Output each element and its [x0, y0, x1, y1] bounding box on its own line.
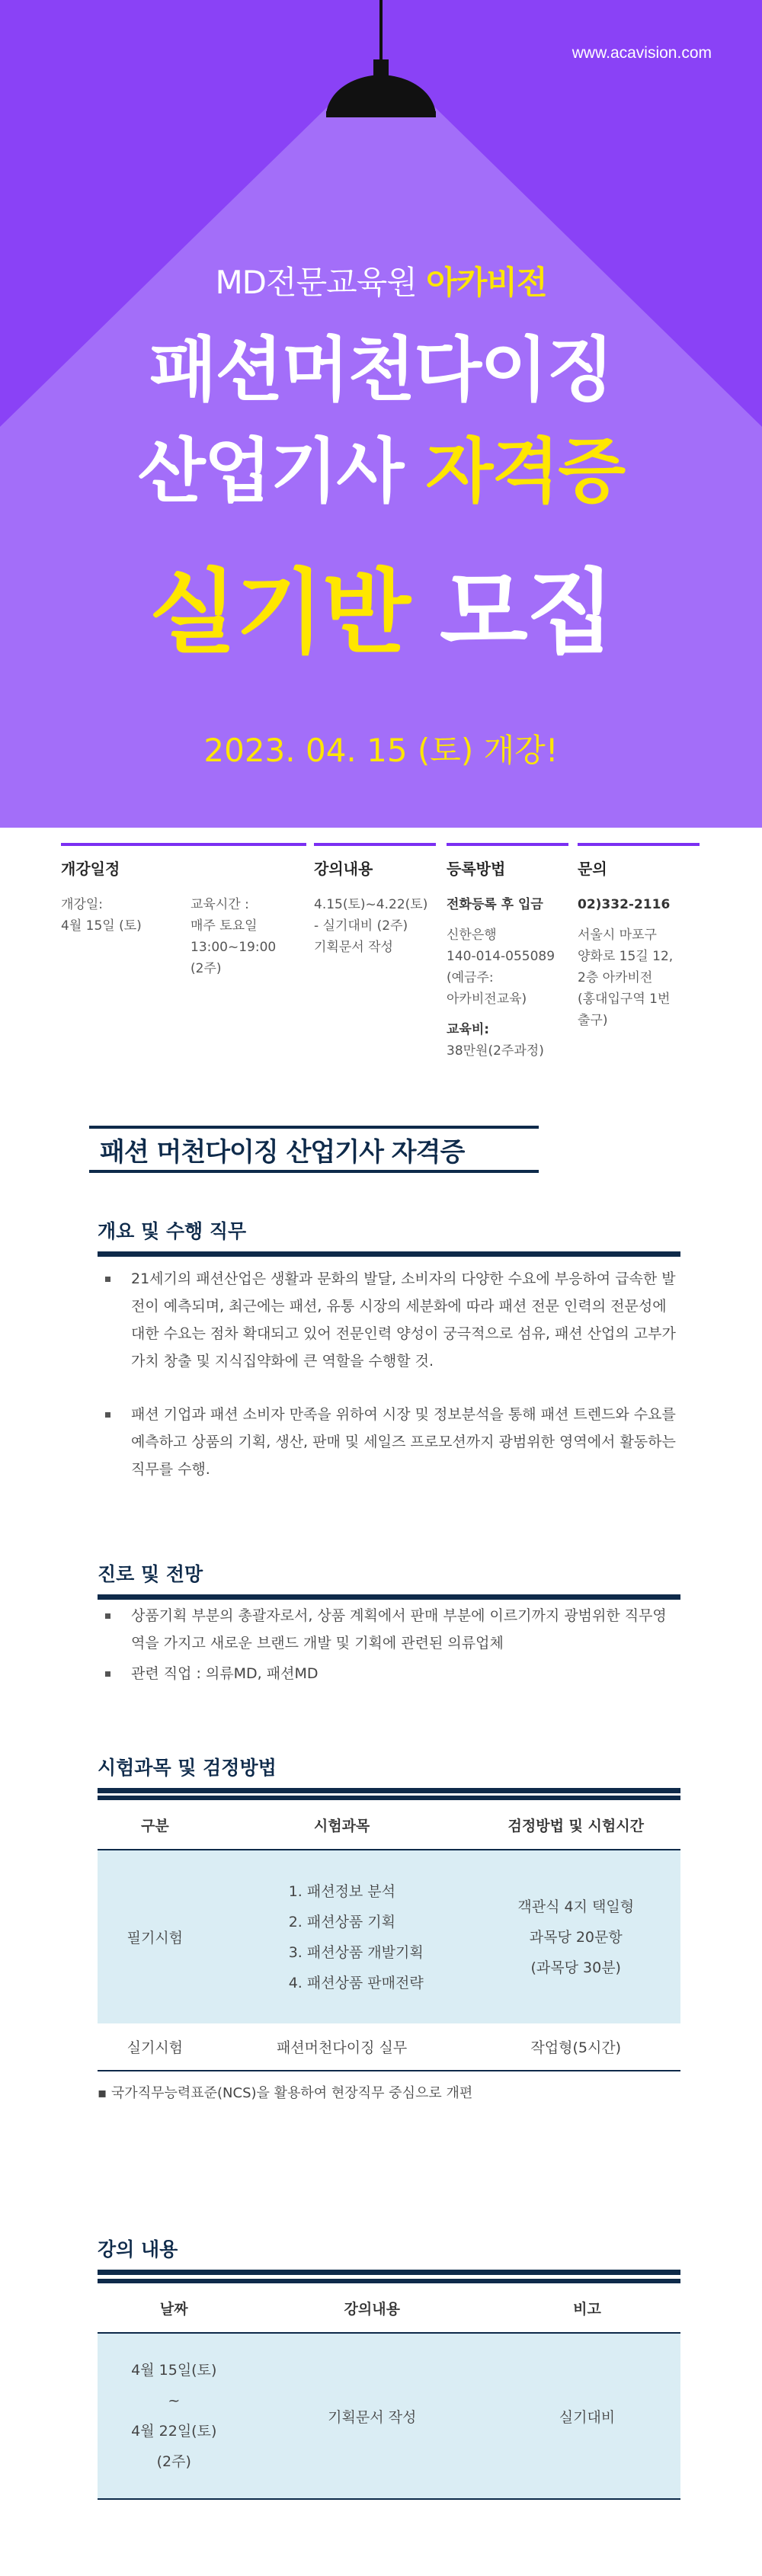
practical-type: 실기시험 — [126, 2039, 184, 2056]
start-label: 개강일: — [61, 897, 103, 912]
lecture-col-content: 강의내용 — [251, 2281, 494, 2333]
time-line: 매주 토요일 — [190, 918, 258, 934]
address-line: 양화로 15길 12, — [578, 949, 674, 964]
title-line-2 — [0, 415, 762, 516]
subject-item: 4. 패션상품 판매전략 — [288, 1974, 424, 1991]
content-heading: 강의내용 — [314, 860, 373, 878]
address-line: 2층 아카비전 — [578, 970, 653, 985]
career-heading: 진로 및 전망 — [98, 1559, 680, 1600]
schedule-heading: 개강일정 — [61, 860, 120, 878]
method-line: 객관식 4지 택일형 — [517, 1898, 635, 1915]
lecture-content: 기획문서 작성 — [251, 2333, 494, 2499]
contact-heading: 문의 — [578, 860, 607, 878]
hero-subtitle — [0, 258, 762, 303]
exam-col-subject: 시험과목 — [213, 1798, 472, 1850]
contact-phone[interactable]: 02)332-2116 — [578, 897, 671, 912]
subtitle-brand: 아카비전 — [426, 264, 547, 301]
bank-line: 140-014-055089 — [447, 949, 555, 964]
date-line: 4월 15일(토) — [131, 2362, 217, 2379]
lamp-cap — [373, 59, 389, 76]
title-line-3 — [0, 540, 762, 671]
lamp-rim — [326, 111, 436, 117]
column-divider — [447, 843, 568, 846]
address-line: 출구) — [578, 1013, 608, 1028]
table-row — [98, 2333, 680, 2499]
exam-table — [98, 1796, 680, 2071]
table-row — [98, 1850, 680, 2023]
main-section-title: 패션 머천다이징 산업기사 자격증 — [89, 1126, 539, 1173]
content-line: 기획문서 작성 — [314, 940, 393, 955]
exam-col-method: 검정방법 및 시험시간 — [471, 1798, 680, 1850]
title-line-1: 패션머천다이징 — [149, 329, 613, 411]
title-line-3a: 실기반 — [149, 560, 410, 666]
title-line-2a: 산업기사 — [137, 431, 403, 512]
fee-value: 38만원(2주과정) — [447, 1043, 544, 1059]
address-line: 서울시 마포구 — [578, 928, 657, 943]
fee-label: 교육비: — [447, 1022, 490, 1037]
date-line: ~ — [168, 2392, 181, 2409]
column-divider — [578, 843, 700, 846]
practical-subject: 패션머천다이징 실무 — [276, 2039, 408, 2056]
time-label: 교육시간 : — [190, 897, 249, 912]
content-line: - 실기대비 (2주) — [314, 918, 408, 934]
exam-col-type: 구분 — [98, 1798, 213, 1850]
registration-heading: 등록방법 — [447, 860, 506, 878]
table-row — [98, 2023, 680, 2071]
written-type: 필기시험 — [98, 1850, 213, 2023]
exam-heading: 시험과목 및 검정방법 — [98, 1753, 680, 1793]
title-line-2b: 자격증 — [425, 431, 625, 512]
registration-method: 전화등록 후 입금 — [447, 897, 543, 912]
list-item: 관련 직업 : 의류MD, 패션MD — [101, 1660, 680, 1687]
overview-list — [101, 1265, 680, 1509]
list-item: 21세기의 패션산업은 생활과 문화의 발달, 소비자의 다양한 수요에 부응하여 급속한 발전이 예측되며, 최근에는 패션, 유통 시장의 세분화에 따라 패션 전문 인력의 전문성에 대한 수요는 점차 확대되고 있어 전문인력 양성이 궁극적으로 섬유, 패션 산업의 고부가 가치 창출 및 지식집약화에 큰 역할을 수행할 것. — [101, 1265, 680, 1375]
career-list — [101, 1602, 680, 1690]
content-column — [314, 843, 436, 958]
column-divider — [61, 843, 306, 846]
lecture-col-date: 날짜 — [98, 2281, 251, 2333]
overview-heading: 개요 및 수행 직무 — [98, 1216, 680, 1257]
info-strip — [0, 843, 762, 1072]
address-line: (홍대입구역 1번 — [578, 992, 671, 1007]
registration-column — [447, 843, 568, 1062]
practical-method: 작업형(5시간) — [530, 2039, 622, 2056]
method-line: 과목당 20문항 — [529, 1928, 623, 1946]
content-line: 4.15(토)~4.22(토) — [314, 897, 428, 912]
date-line: (2주) — [156, 2453, 191, 2470]
bank-line: 신한은행 — [447, 928, 497, 943]
bank-line: (예금주: — [447, 970, 494, 985]
start-value: 4월 15일 (토) — [61, 918, 142, 934]
lamp-shade-icon — [326, 75, 436, 114]
lecture-col-remark: 비고 — [494, 2281, 680, 2333]
site-url[interactable]: www.acavision.com — [572, 44, 712, 62]
hero-banner — [0, 0, 762, 828]
list-item: 패션 기업과 패션 소비자 만족을 위하여 시장 및 정보분석을 통해 패션 트렌드와 수요를 예측하고 상품의 기획, 생산, 판매 및 세일즈 프로모션까지 광범위한 영역에서 활동하는 직무를 수행. — [101, 1401, 680, 1483]
time-line: (2주) — [190, 961, 222, 976]
opening-date: 2023. 04. 15 (토) 개강! — [203, 732, 559, 769]
column-divider — [314, 843, 436, 846]
subject-item: 3. 패션상품 개발기획 — [288, 1943, 424, 1961]
title-line-3b: 모집 — [439, 560, 613, 666]
exam-note: ▪ 국가직무능력표준(NCS)을 활용하여 현장직무 중심으로 개편 — [98, 2085, 473, 2101]
subtitle-prefix: MD전문교육원 — [215, 264, 417, 301]
method-line: (과목당 30분) — [530, 1959, 621, 1976]
schedule-column — [61, 843, 306, 1016]
time-line: 13:00~19:00 — [190, 940, 277, 955]
bank-line: 아카비전교육) — [447, 992, 527, 1007]
contact-column — [578, 843, 700, 1031]
subject-item: 2. 패션상품 기획 — [288, 1913, 396, 1930]
lecture-remark: 실기대비 — [494, 2333, 680, 2499]
lecture-heading: 강의 내용 — [98, 2235, 680, 2275]
lecture-table — [98, 2279, 680, 2500]
date-line: 4월 22일(토) — [131, 2423, 217, 2440]
list-item: 상품기획 부분의 총괄자로서, 상품 계획에서 판매 부분에 이르기까지 광범위한 직무영역을 가지고 새로운 브랜드 개발 및 기획에 관련된 의류업체 — [101, 1602, 680, 1657]
subject-item: 1. 패션정보 분석 — [288, 1882, 396, 1900]
